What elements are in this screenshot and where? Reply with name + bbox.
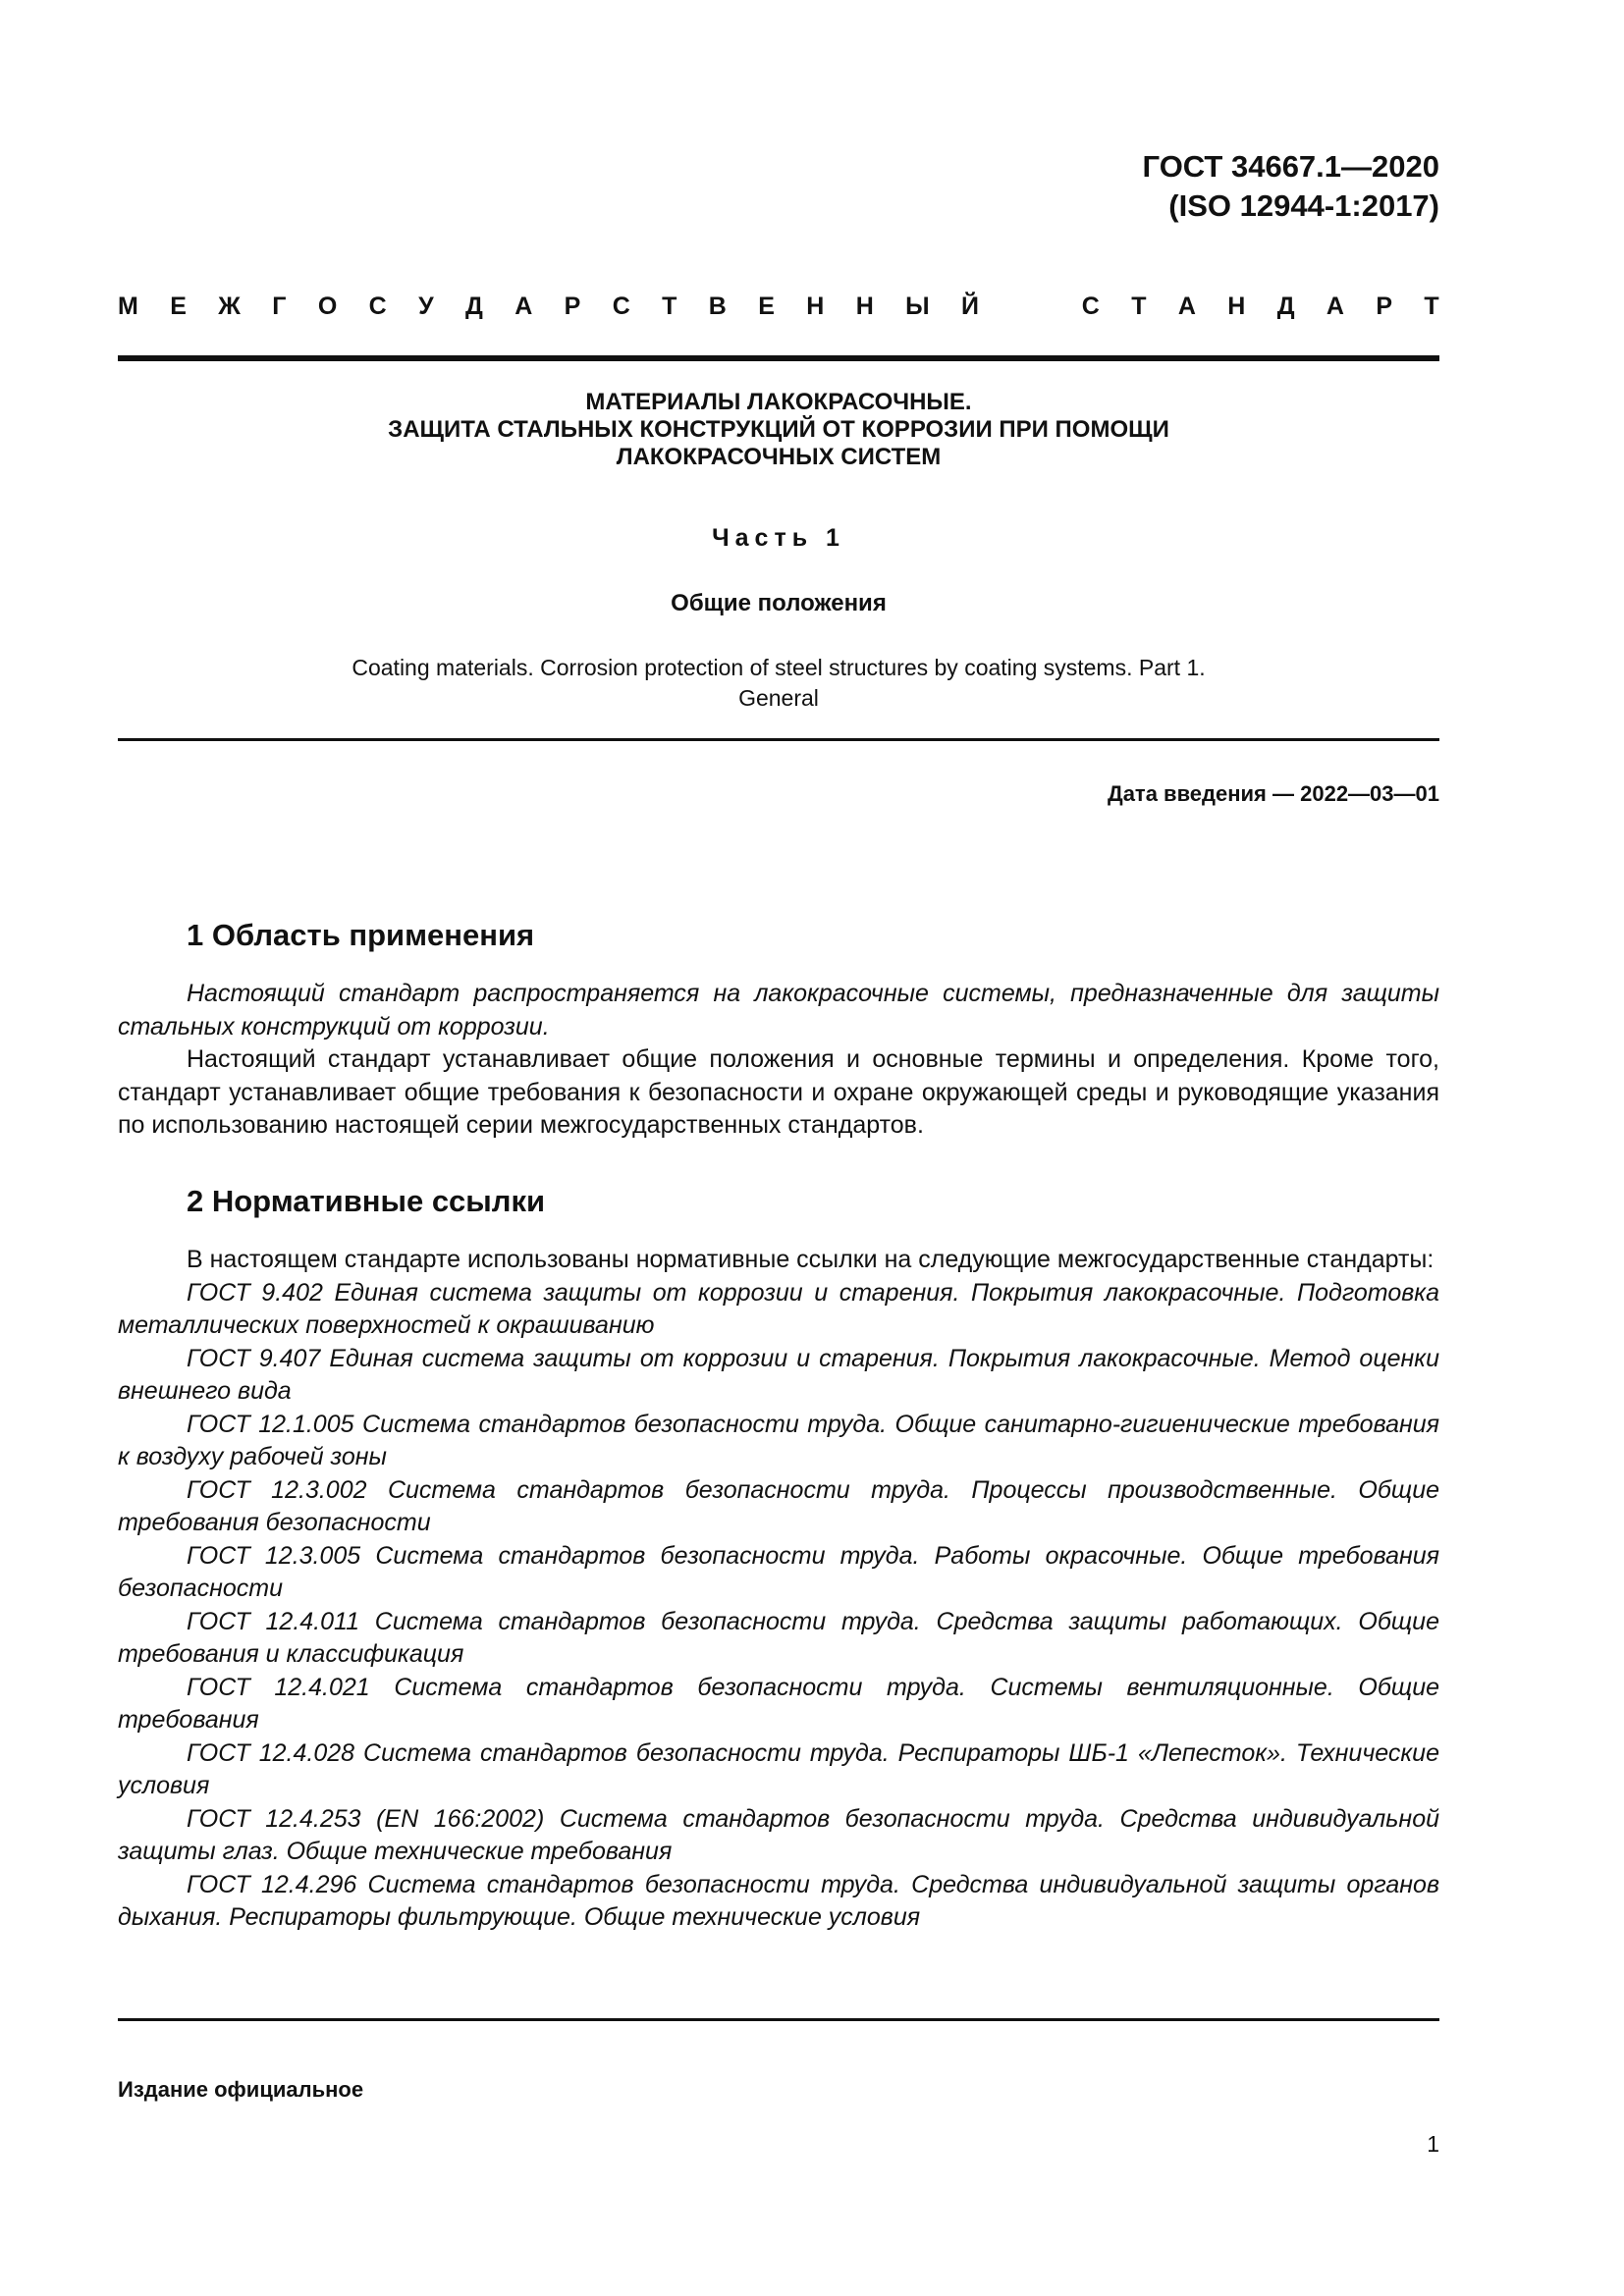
page-number: 1 bbox=[1427, 2131, 1439, 2157]
title-line: ЛАКОКРАСОЧНЫХ СИСТЕМ bbox=[616, 444, 942, 470]
letter: А bbox=[1177, 293, 1196, 320]
letter: Т bbox=[1131, 293, 1147, 320]
letter: Е bbox=[170, 293, 187, 320]
paragraph: Настоящий стандарт распространяется на лакокрасочные системы, предназначенные для защиты стальных конструкций от коррозии. bbox=[118, 980, 1439, 1041]
letter: Р bbox=[564, 293, 581, 320]
section-1-body bbox=[118, 978, 1439, 1143]
designation-iso: (ISO 12944-1:2017) bbox=[1168, 188, 1439, 223]
letter: Д bbox=[1276, 293, 1295, 320]
section-1-heading: 1 Область применения bbox=[187, 918, 535, 952]
english-title-line: General bbox=[738, 685, 819, 711]
letter: Н bbox=[855, 293, 874, 320]
letter: О bbox=[317, 293, 338, 320]
reference-item: ГОСТ 12.3.002 Система стандартов безопасности труда. Процессы производственные. Общие требования безопасности bbox=[118, 1475, 1439, 1536]
reference-item: ГОСТ 12.4.028 Система стандартов безопасности труда. Респираторы ШБ-1 «Лепесток». Технические условия bbox=[118, 1738, 1439, 1799]
letter: С bbox=[1081, 293, 1100, 320]
section-2-body bbox=[118, 1244, 1439, 1935]
reference-item: ГОСТ 12.4.253 (EN 166:2002) Система стандартов безопасности труда. Средства индивидуальной защиты глаз. Общие технические требования bbox=[118, 1804, 1439, 1865]
letter: Р bbox=[1376, 293, 1393, 320]
letter: В bbox=[708, 293, 727, 320]
letter: У bbox=[418, 293, 434, 320]
reference-item: ГОСТ 12.4.011 Система стандартов безопасности труда. Средства защиты работающих. Общие требования и классификация bbox=[118, 1607, 1439, 1668]
interstate-standard-label bbox=[118, 292, 1439, 321]
letter: А bbox=[514, 293, 533, 320]
letter: Д bbox=[465, 293, 483, 320]
letter: Ж bbox=[218, 293, 241, 320]
letter: Т bbox=[662, 293, 677, 320]
title-line: ЗАЩИТА СТАЛЬНЫХ КОНСТРУКЦИЙ ОТ КОРРОЗИИ ПРИ ПОМОЩИ bbox=[388, 416, 1169, 443]
section-2-heading: 2 Нормативные ссылки bbox=[187, 1184, 546, 1218]
introduction-date: Дата введения — 2022—03—01 bbox=[1108, 781, 1439, 806]
reference-item: ГОСТ 12.1.005 Система стандартов безопасности труда. Общие санитарно-гигиенические требования к воздуху рабочей зоны bbox=[118, 1410, 1439, 1470]
designation-gost: ГОСТ 34667.1—2020 bbox=[1142, 149, 1439, 184]
standard-designation bbox=[1143, 147, 1439, 226]
title-line: МАТЕРИАЛЫ ЛАКОКРАСОЧНЫЕ. bbox=[585, 389, 972, 415]
header-divider bbox=[118, 355, 1439, 361]
paragraph: Настоящий стандарт устанавливает общие положения и основные термины и определения. Кроме того, стандарт устанавливает общие требования к безопасности и охране окружающей среды и руководящие указания по использованию настоящей серии межгосударственных стандартов. bbox=[118, 1045, 1439, 1139]
letter: Й bbox=[961, 293, 979, 320]
reference-item: ГОСТ 12.4.296 Система стандартов безопасности труда. Средства индивидуальной защиты органов дыхания. Респираторы фильтрующие. Общие технические условия bbox=[118, 1870, 1439, 1931]
english-title-line: Coating materials. Corrosion protection of steel structures by coating systems. Part 1. bbox=[352, 655, 1206, 680]
letter: С bbox=[368, 293, 387, 320]
part-subtitle: Общие положения bbox=[671, 590, 887, 616]
letter: Г bbox=[272, 293, 287, 320]
reference-item: ГОСТ 9.407 Единая система защиты от коррозии и старения. Покрытия лакокрасочные. Метод оценки внешнего вида bbox=[118, 1344, 1439, 1405]
reference-item: ГОСТ 12.4.021 Система стандартов безопасности труда. Системы вентиляционные. Общие требования bbox=[118, 1673, 1439, 1734]
document-title bbox=[118, 389, 1439, 471]
official-edition-note: Издание официальное bbox=[118, 2077, 364, 2102]
letter: Н bbox=[1227, 293, 1246, 320]
title-divider bbox=[118, 738, 1439, 741]
footer-divider bbox=[118, 2018, 1439, 2021]
part-label: Часть 1 bbox=[712, 524, 845, 552]
letter: М bbox=[118, 293, 138, 320]
english-title bbox=[118, 653, 1439, 714]
letter: Т bbox=[1424, 293, 1439, 320]
reference-item: ГОСТ 12.3.005 Система стандартов безопасности труда. Работы окрасочные. Общие требования безопасности bbox=[118, 1541, 1439, 1602]
letter: Н bbox=[806, 293, 825, 320]
word-gap bbox=[1010, 292, 1050, 321]
reference-item: ГОСТ 9.402 Единая система защиты от коррозии и старения. Покрытия лакокрасочные. Подготовка металлических поверхностей к окрашиванию bbox=[118, 1278, 1439, 1339]
letter: Ы bbox=[905, 293, 930, 320]
letter: Е bbox=[758, 293, 775, 320]
letter: С bbox=[612, 293, 630, 320]
letter: А bbox=[1326, 293, 1344, 320]
paragraph: В настоящем стандарте использованы нормативные ссылки на следующие межгосударственные стандарты: bbox=[187, 1246, 1435, 1273]
